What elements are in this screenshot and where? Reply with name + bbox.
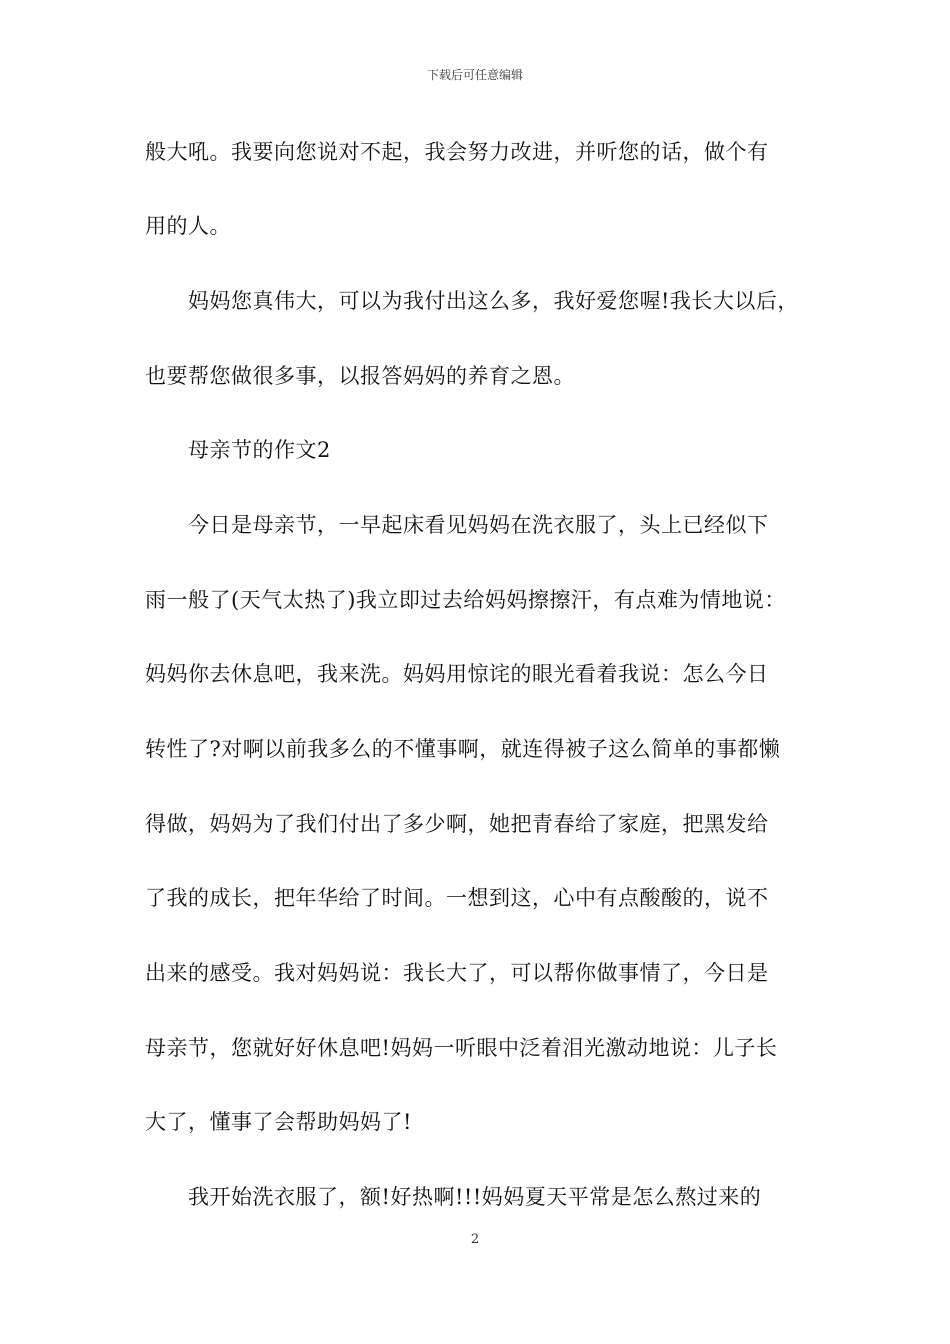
page-header: 下载后可任意编辑	[426, 68, 523, 82]
text-line: 转性了?对啊以前我多么的不懂事啊，就连得被子这么简单的事都懒	[145, 737, 781, 761]
text-line: 大了，懂事了会帮助妈妈了!	[145, 1110, 412, 1134]
text-line: 妈妈您真伟大，可以为我付出这么多，我好爱您喔!我长大以后，	[145, 289, 799, 313]
section-heading: 母亲节的作文2	[145, 438, 331, 462]
text-line: 般大吼。我要向您说对不起，我会努力改进，并听您的话，做个有	[145, 140, 769, 164]
text-line: 用的人。	[145, 214, 231, 238]
text-line: 今日是母亲节，一早起床看见妈妈在洗衣服了，头上已经似下	[145, 513, 769, 537]
text-line: 雨一般了(天气太热了)我立即过去给妈妈擦擦汗，有点难为情地说：	[145, 588, 786, 612]
text-line: 我开始洗衣服了，额!好热啊!!!妈妈夏天平常是怎么熬过来的	[145, 1185, 762, 1209]
text-line: 得做，妈妈为了我们付出了多少啊，她把青春给了家庭，把黑发给	[145, 812, 769, 836]
page-number: 2	[470, 1232, 480, 1247]
text-line: 了我的成长，把年华给了时间。一想到这，心中有点酸酸的，说不	[145, 886, 769, 910]
text-line: 妈妈你去休息吧，我来洗。妈妈用惊诧的眼光看着我说：怎么今日	[145, 662, 769, 686]
text-line: 母亲节，您就好好休息吧!妈妈一听眼中泛着泪光激动地说：儿子长	[145, 1036, 778, 1060]
text-line: 也要帮您做很多事，以报答妈妈的养育之恩。	[145, 364, 575, 388]
text-line: 出来的感受。我对妈妈说：我长大了，可以帮你做事情了，今日是	[145, 961, 769, 985]
